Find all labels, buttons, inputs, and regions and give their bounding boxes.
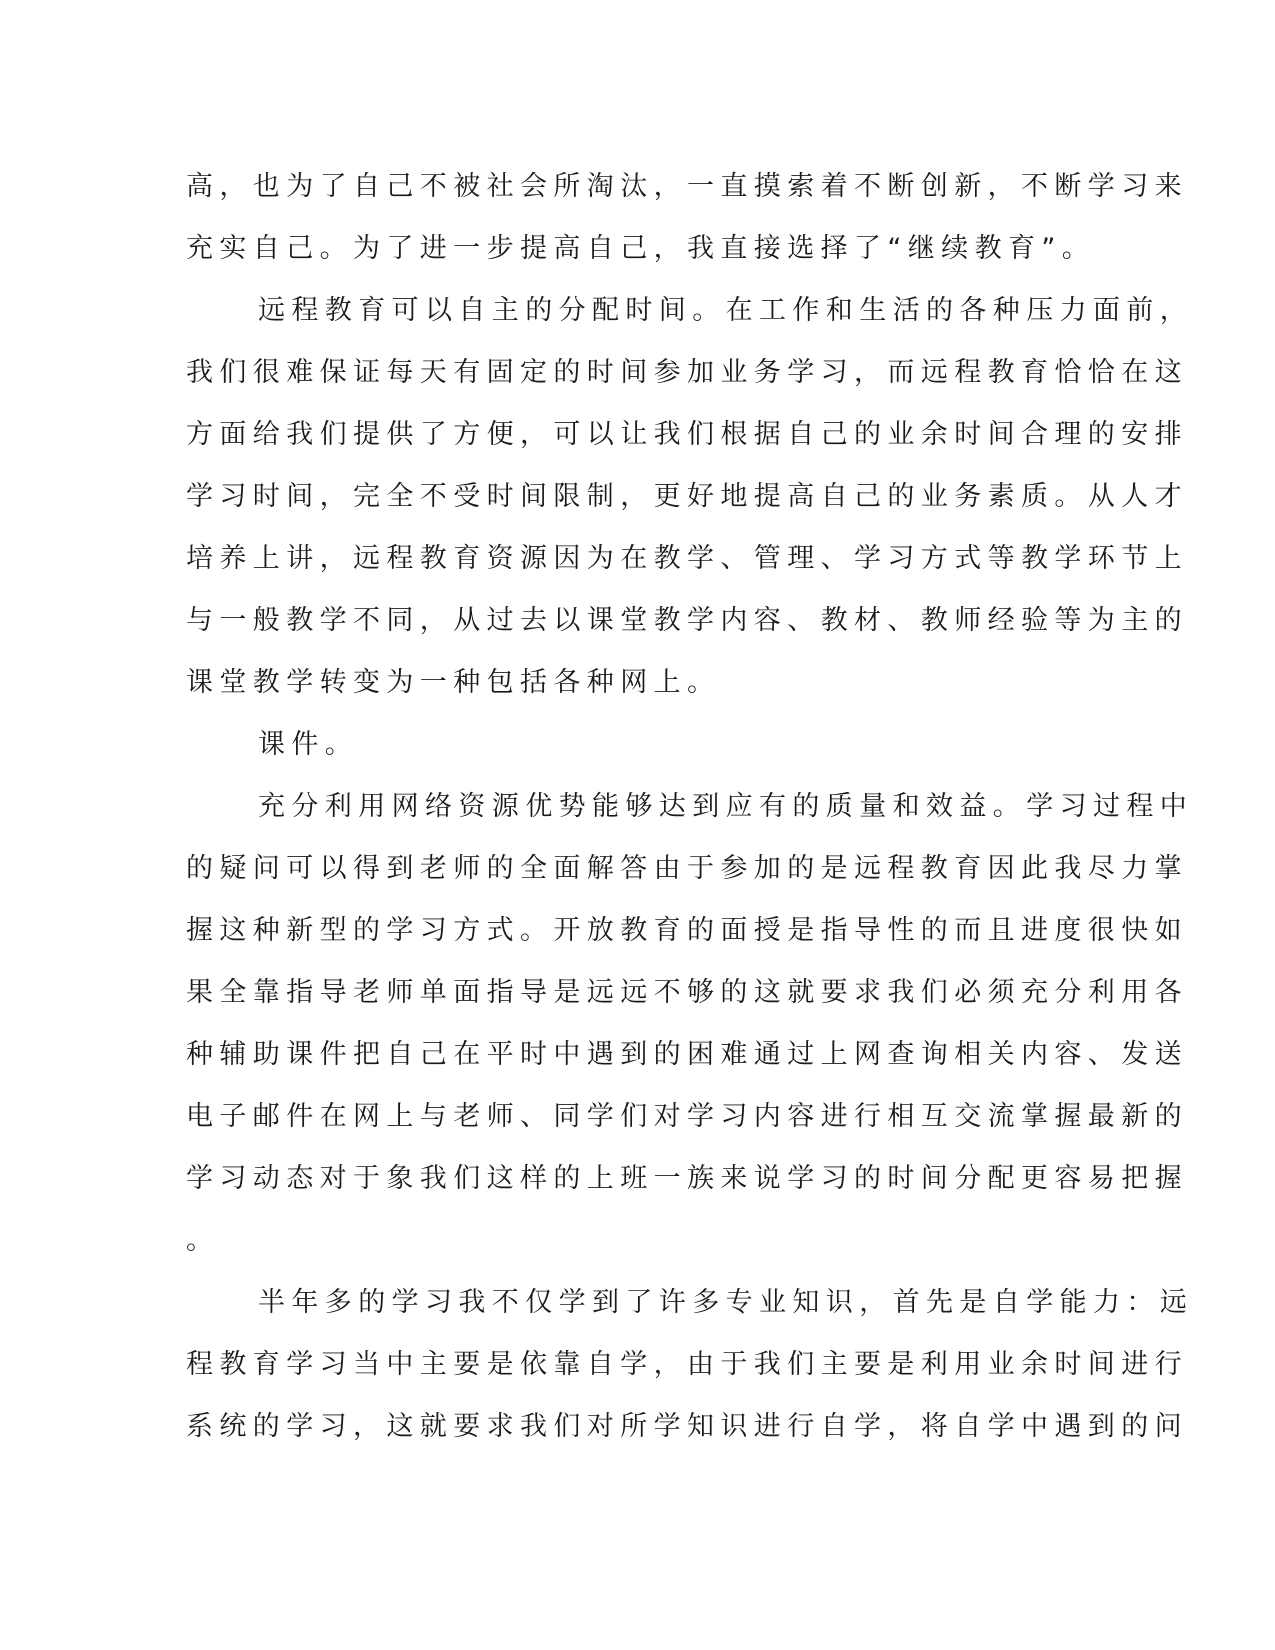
text-line: 充实自己。为了进一步提高自己，我直接选择了“继续教育”。: [186, 233, 1096, 264]
text-line: 学习时间，完全不受时间限制，更好地提高自己的业务素质。从人才: [186, 481, 1188, 512]
text-line: 充分利用网络资源优势能够达到应有的质量和效益。学习过程中: [258, 791, 1194, 822]
text-line: 高，也为了自己不被社会所淘汰，一直摸索着不断创新，不断学习来: [186, 171, 1188, 202]
text-line: 半年多的学习我不仅学到了许多专业知识，首先是自学能力：远: [258, 1287, 1194, 1318]
text-line: 课件。: [258, 729, 359, 760]
text-line: 学习动态对于象我们这样的上班一族来说学习的时间分配更容易把握: [186, 1163, 1188, 1194]
text-line: 课堂教学转变为一种包括各种网上。: [186, 667, 721, 698]
text-line: 。: [186, 1225, 220, 1256]
text-line: 与一般教学不同，从过去以课堂教学内容、教材、教师经验等为主的: [186, 605, 1188, 636]
text-line: 培养上讲，远程教育资源因为在教学、管理、学习方式等教学环节上: [186, 543, 1188, 574]
text-line: 我们很难保证每天有固定的时间参加业务学习，而远程教育恰恰在这: [186, 357, 1188, 388]
text-line: 远程教育可以自主的分配时间。在工作和生活的各种压力面前，: [258, 295, 1194, 326]
text-line: 方面给我们提供了方便，可以让我们根据自己的业余时间合理的安排: [186, 419, 1188, 450]
text-line: 电子邮件在网上与老师、同学们对学习内容进行相互交流掌握最新的: [186, 1101, 1188, 1132]
text-line: 握这种新型的学习方式。开放教育的面授是指导性的而且进度很快如: [186, 915, 1188, 946]
text-line: 程教育学习当中主要是依靠自学，由于我们主要是利用业余时间进行: [186, 1349, 1188, 1380]
text-line: 种辅助课件把自己在平时中遇到的困难通过上网查询相关内容、发送: [186, 1039, 1188, 1070]
body-text: [186, 156, 1194, 1458]
text-line: 系统的学习，这就要求我们对所学知识进行自学，将自学中遇到的问: [186, 1411, 1188, 1442]
text-line: 果全靠指导老师单面指导是远远不够的这就要求我们必须充分利用各: [186, 977, 1188, 1008]
text-line: 的疑问可以得到老师的全面解答由于参加的是远程教育因此我尽力掌: [186, 853, 1188, 884]
